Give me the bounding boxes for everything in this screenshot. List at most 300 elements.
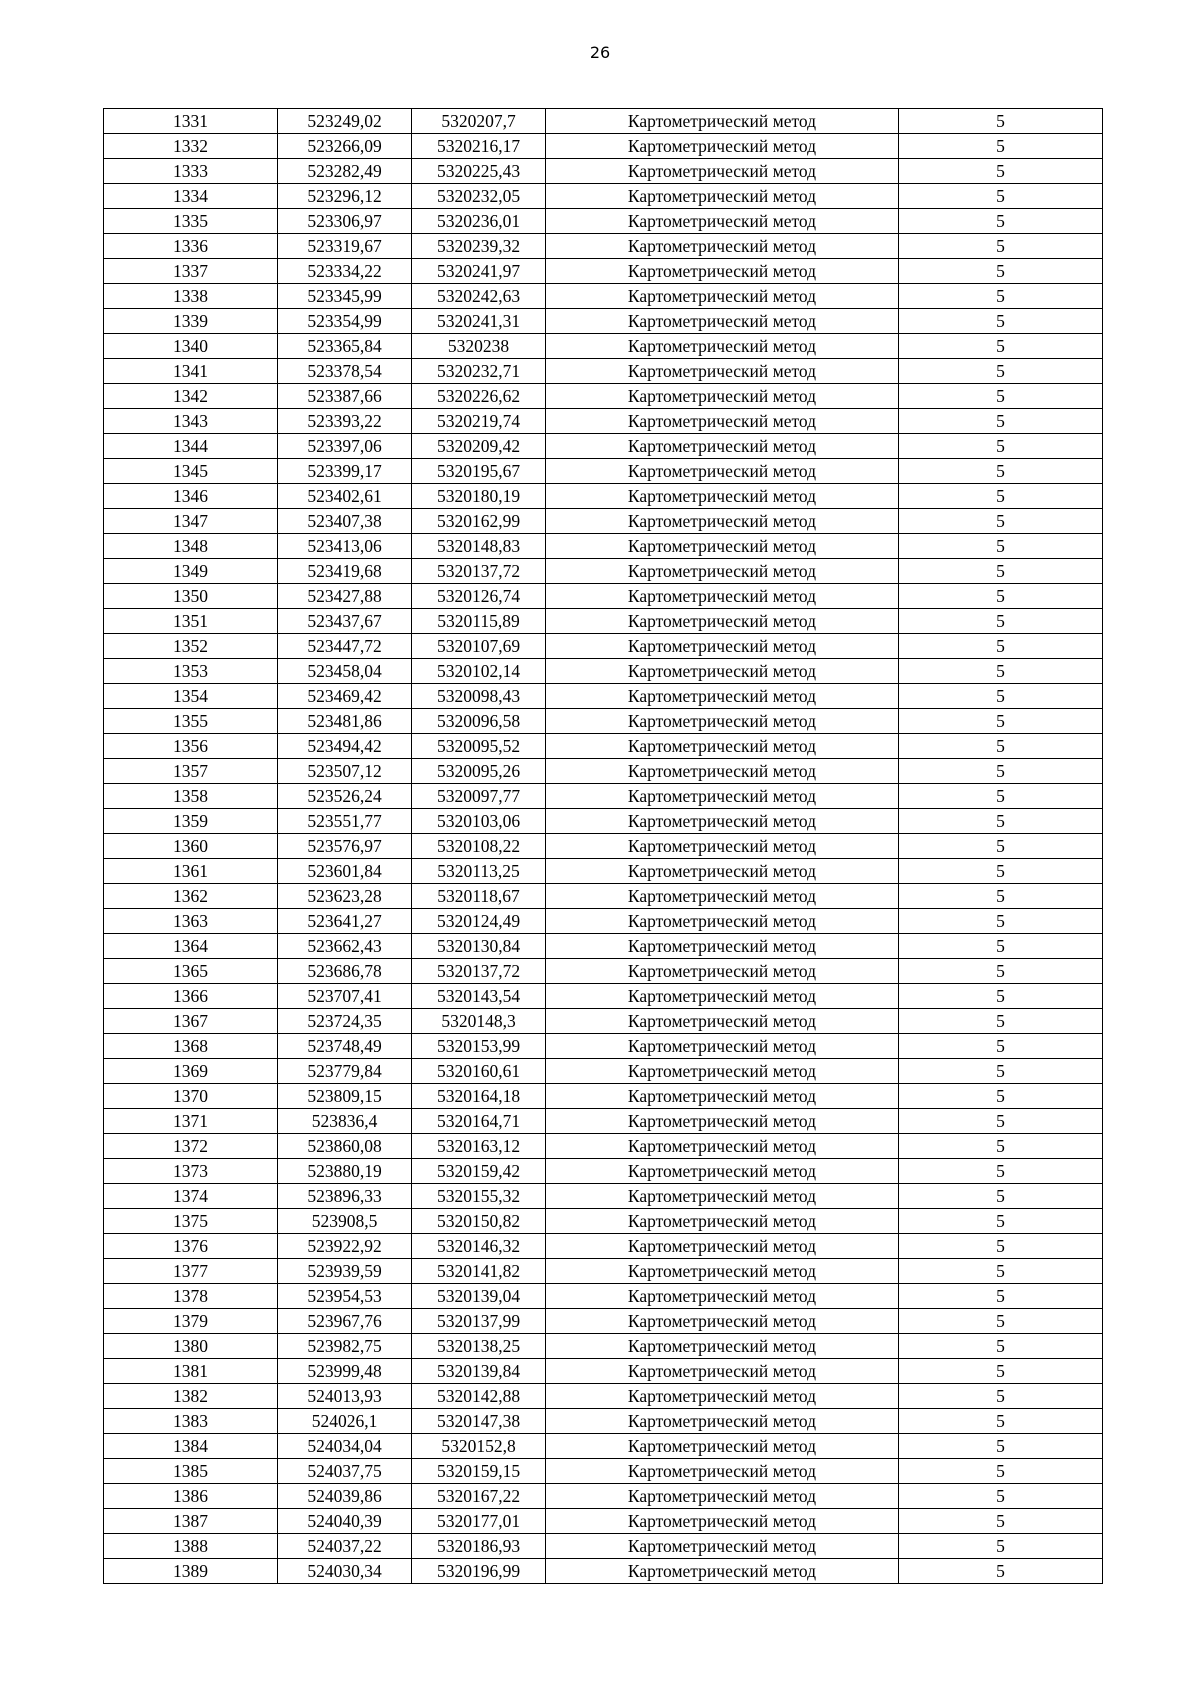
- y-coordinate-cell: 5320139,84: [412, 1359, 546, 1384]
- table-row: [104, 159, 1103, 184]
- method-cell: Картометрический метод: [546, 284, 899, 309]
- table-row: [104, 659, 1103, 684]
- point-number-cell: 1340: [104, 334, 278, 359]
- x-coordinate-cell: 523354,99: [278, 309, 412, 334]
- x-coordinate-cell: 523601,84: [278, 859, 412, 884]
- x-coordinate-cell: 523481,86: [278, 709, 412, 734]
- point-number-cell: 1378: [104, 1284, 278, 1309]
- table-row: [104, 1009, 1103, 1034]
- y-coordinate-cell: 5320153,99: [412, 1034, 546, 1059]
- method-cell: Картометрический метод: [546, 684, 899, 709]
- method-cell: Картометрический метод: [546, 334, 899, 359]
- table-row: [104, 884, 1103, 909]
- accuracy-cell: 5: [899, 709, 1103, 734]
- point-number-cell: 1379: [104, 1309, 278, 1334]
- accuracy-cell: 5: [899, 1334, 1103, 1359]
- method-cell: Картометрический метод: [546, 1409, 899, 1434]
- x-coordinate-cell: 523551,77: [278, 809, 412, 834]
- method-cell: Картометрический метод: [546, 509, 899, 534]
- accuracy-cell: 5: [899, 659, 1103, 684]
- accuracy-cell: 5: [899, 459, 1103, 484]
- accuracy-cell: 5: [899, 859, 1103, 884]
- table-row: [104, 859, 1103, 884]
- point-number-cell: 1358: [104, 784, 278, 809]
- method-cell: Картометрический метод: [546, 1209, 899, 1234]
- accuracy-cell: 5: [899, 984, 1103, 1009]
- y-coordinate-cell: 5320141,82: [412, 1259, 546, 1284]
- accuracy-cell: 5: [899, 784, 1103, 809]
- x-coordinate-cell: 524037,75: [278, 1459, 412, 1484]
- accuracy-cell: 5: [899, 534, 1103, 559]
- y-coordinate-cell: 5320118,67: [412, 884, 546, 909]
- accuracy-cell: 5: [899, 209, 1103, 234]
- y-coordinate-cell: 5320195,67: [412, 459, 546, 484]
- x-coordinate-cell: 524026,1: [278, 1409, 412, 1434]
- x-coordinate-cell: 523939,59: [278, 1259, 412, 1284]
- method-cell: Картометрический метод: [546, 434, 899, 459]
- method-cell: Картометрический метод: [546, 1309, 899, 1334]
- method-cell: Картометрический метод: [546, 1484, 899, 1509]
- accuracy-cell: 5: [899, 934, 1103, 959]
- y-coordinate-cell: 5320137,72: [412, 559, 546, 584]
- x-coordinate-cell: 523922,92: [278, 1234, 412, 1259]
- accuracy-cell: 5: [899, 884, 1103, 909]
- table-row: [104, 1434, 1103, 1459]
- x-coordinate-cell: 523296,12: [278, 184, 412, 209]
- point-number-cell: 1375: [104, 1209, 278, 1234]
- point-number-cell: 1335: [104, 209, 278, 234]
- table-row: [104, 1409, 1103, 1434]
- method-cell: Картометрический метод: [546, 784, 899, 809]
- x-coordinate-cell: 523860,08: [278, 1134, 412, 1159]
- y-coordinate-cell: 5320148,3: [412, 1009, 546, 1034]
- table-row: [104, 959, 1103, 984]
- y-coordinate-cell: 5320143,54: [412, 984, 546, 1009]
- x-coordinate-cell: 523402,61: [278, 484, 412, 509]
- accuracy-cell: 5: [899, 1284, 1103, 1309]
- x-coordinate-cell: 523419,68: [278, 559, 412, 584]
- y-coordinate-cell: 5320155,32: [412, 1184, 546, 1209]
- point-number-cell: 1338: [104, 284, 278, 309]
- y-coordinate-cell: 5320196,99: [412, 1559, 546, 1584]
- coordinates-table: [103, 108, 1103, 1584]
- y-coordinate-cell: 5320147,38: [412, 1409, 546, 1434]
- y-coordinate-cell: 5320130,84: [412, 934, 546, 959]
- point-number-cell: 1363: [104, 909, 278, 934]
- point-number-cell: 1359: [104, 809, 278, 834]
- x-coordinate-cell: 523724,35: [278, 1009, 412, 1034]
- table-row: [104, 1134, 1103, 1159]
- x-coordinate-cell: 524040,39: [278, 1509, 412, 1534]
- table-row: [104, 909, 1103, 934]
- accuracy-cell: 5: [899, 384, 1103, 409]
- table-row: [104, 1034, 1103, 1059]
- method-cell: Картометрический метод: [546, 534, 899, 559]
- y-coordinate-cell: 5320186,93: [412, 1534, 546, 1559]
- table-row: [104, 1359, 1103, 1384]
- point-number-cell: 1366: [104, 984, 278, 1009]
- y-coordinate-cell: 5320146,32: [412, 1234, 546, 1259]
- method-cell: Картометрический метод: [546, 1259, 899, 1284]
- accuracy-cell: 5: [899, 1534, 1103, 1559]
- point-number-cell: 1343: [104, 409, 278, 434]
- accuracy-cell: 5: [899, 1459, 1103, 1484]
- y-coordinate-cell: 5320096,58: [412, 709, 546, 734]
- point-number-cell: 1386: [104, 1484, 278, 1509]
- point-number-cell: 1351: [104, 609, 278, 634]
- table-row: [104, 784, 1103, 809]
- y-coordinate-cell: 5320164,18: [412, 1084, 546, 1109]
- y-coordinate-cell: 5320137,72: [412, 959, 546, 984]
- y-coordinate-cell: 5320137,99: [412, 1309, 546, 1334]
- point-number-cell: 1387: [104, 1509, 278, 1534]
- table-row: [104, 584, 1103, 609]
- method-cell: Картометрический метод: [546, 959, 899, 984]
- table-row: [104, 134, 1103, 159]
- point-number-cell: 1383: [104, 1409, 278, 1434]
- y-coordinate-cell: 5320160,61: [412, 1059, 546, 1084]
- x-coordinate-cell: 523397,06: [278, 434, 412, 459]
- point-number-cell: 1370: [104, 1084, 278, 1109]
- table-row: [104, 684, 1103, 709]
- method-cell: Картометрический метод: [546, 1134, 899, 1159]
- point-number-cell: 1362: [104, 884, 278, 909]
- point-number-cell: 1388: [104, 1534, 278, 1559]
- method-cell: Картометрический метод: [546, 1184, 899, 1209]
- method-cell: Картометрический метод: [546, 884, 899, 909]
- y-coordinate-cell: 5320226,62: [412, 384, 546, 409]
- table-row: [104, 259, 1103, 284]
- method-cell: Картометрический метод: [546, 1434, 899, 1459]
- table-row: [104, 984, 1103, 1009]
- y-coordinate-cell: 5320239,32: [412, 234, 546, 259]
- accuracy-cell: 5: [899, 159, 1103, 184]
- y-coordinate-cell: 5320238: [412, 334, 546, 359]
- table-row: [104, 1234, 1103, 1259]
- x-coordinate-cell: 523954,53: [278, 1284, 412, 1309]
- y-coordinate-cell: 5320126,74: [412, 584, 546, 609]
- accuracy-cell: 5: [899, 584, 1103, 609]
- table-row: [104, 109, 1103, 134]
- accuracy-cell: 5: [899, 734, 1103, 759]
- x-coordinate-cell: 523393,22: [278, 409, 412, 434]
- method-cell: Картометрический метод: [546, 259, 899, 284]
- point-number-cell: 1348: [104, 534, 278, 559]
- point-number-cell: 1333: [104, 159, 278, 184]
- table-row: [104, 1509, 1103, 1534]
- x-coordinate-cell: 523266,09: [278, 134, 412, 159]
- y-coordinate-cell: 5320225,43: [412, 159, 546, 184]
- point-number-cell: 1377: [104, 1259, 278, 1284]
- table-row: [104, 1184, 1103, 1209]
- x-coordinate-cell: 523378,54: [278, 359, 412, 384]
- point-number-cell: 1382: [104, 1384, 278, 1409]
- table-row: [104, 234, 1103, 259]
- x-coordinate-cell: 523365,84: [278, 334, 412, 359]
- y-coordinate-cell: 5320148,83: [412, 534, 546, 559]
- accuracy-cell: 5: [899, 1234, 1103, 1259]
- table-row: [104, 1484, 1103, 1509]
- point-number-cell: 1389: [104, 1559, 278, 1584]
- point-number-cell: 1380: [104, 1334, 278, 1359]
- point-number-cell: 1355: [104, 709, 278, 734]
- x-coordinate-cell: 523641,27: [278, 909, 412, 934]
- method-cell: Картометрический метод: [546, 1084, 899, 1109]
- accuracy-cell: 5: [899, 1134, 1103, 1159]
- y-coordinate-cell: 5320098,43: [412, 684, 546, 709]
- point-number-cell: 1364: [104, 934, 278, 959]
- table-row: [104, 284, 1103, 309]
- method-cell: Картометрический метод: [546, 384, 899, 409]
- table-row: [104, 934, 1103, 959]
- method-cell: Картометрический метод: [546, 1159, 899, 1184]
- accuracy-cell: 5: [899, 259, 1103, 284]
- method-cell: Картометрический метод: [546, 359, 899, 384]
- table-row: [104, 1284, 1103, 1309]
- point-number-cell: 1374: [104, 1184, 278, 1209]
- x-coordinate-cell: 523967,76: [278, 1309, 412, 1334]
- page-number: 26: [589, 43, 611, 62]
- table-row: [104, 1384, 1103, 1409]
- method-cell: Картометрический метод: [546, 559, 899, 584]
- accuracy-cell: 5: [899, 1009, 1103, 1034]
- accuracy-cell: 5: [899, 834, 1103, 859]
- accuracy-cell: 5: [899, 334, 1103, 359]
- x-coordinate-cell: 523306,97: [278, 209, 412, 234]
- accuracy-cell: 5: [899, 1084, 1103, 1109]
- method-cell: Картометрический метод: [546, 759, 899, 784]
- table-row: [104, 184, 1103, 209]
- y-coordinate-cell: 5320113,25: [412, 859, 546, 884]
- method-cell: Картометрический метод: [546, 309, 899, 334]
- y-coordinate-cell: 5320236,01: [412, 209, 546, 234]
- method-cell: Картометрический метод: [546, 659, 899, 684]
- y-coordinate-cell: 5320152,8: [412, 1434, 546, 1459]
- y-coordinate-cell: 5320150,82: [412, 1209, 546, 1234]
- x-coordinate-cell: 523447,72: [278, 634, 412, 659]
- method-cell: Картометрический метод: [546, 909, 899, 934]
- y-coordinate-cell: 5320241,97: [412, 259, 546, 284]
- table-row: [104, 409, 1103, 434]
- y-coordinate-cell: 5320180,19: [412, 484, 546, 509]
- table-row: [104, 559, 1103, 584]
- x-coordinate-cell: 524037,22: [278, 1534, 412, 1559]
- table-row: [104, 1309, 1103, 1334]
- method-cell: Картометрический метод: [546, 1034, 899, 1059]
- x-coordinate-cell: 523407,38: [278, 509, 412, 534]
- point-number-cell: 1344: [104, 434, 278, 459]
- x-coordinate-cell: 523458,04: [278, 659, 412, 684]
- method-cell: Картометрический метод: [546, 1384, 899, 1409]
- method-cell: Картометрический метод: [546, 1109, 899, 1134]
- accuracy-cell: 5: [899, 684, 1103, 709]
- y-coordinate-cell: 5320219,74: [412, 409, 546, 434]
- x-coordinate-cell: 524039,86: [278, 1484, 412, 1509]
- accuracy-cell: 5: [899, 109, 1103, 134]
- accuracy-cell: 5: [899, 1434, 1103, 1459]
- x-coordinate-cell: 523576,97: [278, 834, 412, 859]
- method-cell: Картометрический метод: [546, 709, 899, 734]
- method-cell: Картометрический метод: [546, 859, 899, 884]
- table-row: [104, 509, 1103, 534]
- table-row: [104, 209, 1103, 234]
- point-number-cell: 1381: [104, 1359, 278, 1384]
- table-row: [104, 759, 1103, 784]
- accuracy-cell: 5: [899, 634, 1103, 659]
- x-coordinate-cell: 523779,84: [278, 1059, 412, 1084]
- x-coordinate-cell: 523707,41: [278, 984, 412, 1009]
- accuracy-cell: 5: [899, 1184, 1103, 1209]
- y-coordinate-cell: 5320232,05: [412, 184, 546, 209]
- method-cell: Картометрический метод: [546, 584, 899, 609]
- y-coordinate-cell: 5320242,63: [412, 284, 546, 309]
- method-cell: Картометрический метод: [546, 459, 899, 484]
- method-cell: Картометрический метод: [546, 484, 899, 509]
- method-cell: Картометрический метод: [546, 109, 899, 134]
- point-number-cell: 1360: [104, 834, 278, 859]
- x-coordinate-cell: 523494,42: [278, 734, 412, 759]
- y-coordinate-cell: 5320095,52: [412, 734, 546, 759]
- accuracy-cell: 5: [899, 184, 1103, 209]
- accuracy-cell: 5: [899, 609, 1103, 634]
- y-coordinate-cell: 5320241,31: [412, 309, 546, 334]
- accuracy-cell: 5: [899, 1309, 1103, 1334]
- accuracy-cell: 5: [899, 1109, 1103, 1134]
- table-row: [104, 484, 1103, 509]
- x-coordinate-cell: 523469,42: [278, 684, 412, 709]
- y-coordinate-cell: 5320232,71: [412, 359, 546, 384]
- method-cell: Картометрический метод: [546, 1334, 899, 1359]
- table-row: [104, 1209, 1103, 1234]
- method-cell: Картометрический метод: [546, 209, 899, 234]
- table-row: [104, 1559, 1103, 1584]
- y-coordinate-cell: 5320164,71: [412, 1109, 546, 1134]
- method-cell: Картометрический метод: [546, 1059, 899, 1084]
- accuracy-cell: 5: [899, 1359, 1103, 1384]
- method-cell: Картометрический метод: [546, 134, 899, 159]
- accuracy-cell: 5: [899, 1209, 1103, 1234]
- x-coordinate-cell: 523686,78: [278, 959, 412, 984]
- accuracy-cell: 5: [899, 1384, 1103, 1409]
- point-number-cell: 1367: [104, 1009, 278, 1034]
- point-number-cell: 1365: [104, 959, 278, 984]
- table-row: [104, 1259, 1103, 1284]
- point-number-cell: 1373: [104, 1159, 278, 1184]
- x-coordinate-cell: 523387,66: [278, 384, 412, 409]
- point-number-cell: 1331: [104, 109, 278, 134]
- y-coordinate-cell: 5320207,7: [412, 109, 546, 134]
- point-number-cell: 1352: [104, 634, 278, 659]
- method-cell: Картометрический метод: [546, 234, 899, 259]
- y-coordinate-cell: 5320103,06: [412, 809, 546, 834]
- x-coordinate-cell: 523427,88: [278, 584, 412, 609]
- y-coordinate-cell: 5320162,99: [412, 509, 546, 534]
- y-coordinate-cell: 5320102,14: [412, 659, 546, 684]
- y-coordinate-cell: 5320124,49: [412, 909, 546, 934]
- table-row: [104, 634, 1103, 659]
- x-coordinate-cell: 523748,49: [278, 1034, 412, 1059]
- point-number-cell: 1337: [104, 259, 278, 284]
- y-coordinate-cell: 5320107,69: [412, 634, 546, 659]
- y-coordinate-cell: 5320138,25: [412, 1334, 546, 1359]
- table-row: [104, 1334, 1103, 1359]
- method-cell: Картометрический метод: [546, 734, 899, 759]
- point-number-cell: 1347: [104, 509, 278, 534]
- y-coordinate-cell: 5320115,89: [412, 609, 546, 634]
- method-cell: Картометрический метод: [546, 1234, 899, 1259]
- accuracy-cell: 5: [899, 309, 1103, 334]
- y-coordinate-cell: 5320095,26: [412, 759, 546, 784]
- method-cell: Картометрический метод: [546, 409, 899, 434]
- method-cell: Картометрический метод: [546, 1509, 899, 1534]
- y-coordinate-cell: 5320167,22: [412, 1484, 546, 1509]
- method-cell: Картометрический метод: [546, 1284, 899, 1309]
- y-coordinate-cell: 5320177,01: [412, 1509, 546, 1534]
- accuracy-cell: 5: [899, 1034, 1103, 1059]
- method-cell: Картометрический метод: [546, 809, 899, 834]
- x-coordinate-cell: 523319,67: [278, 234, 412, 259]
- y-coordinate-cell: 5320097,77: [412, 784, 546, 809]
- point-number-cell: 1369: [104, 1059, 278, 1084]
- point-number-cell: 1353: [104, 659, 278, 684]
- table-row: [104, 1059, 1103, 1084]
- x-coordinate-cell: 524030,34: [278, 1559, 412, 1584]
- x-coordinate-cell: 523880,19: [278, 1159, 412, 1184]
- accuracy-cell: 5: [899, 134, 1103, 159]
- table-row: [104, 734, 1103, 759]
- table-row: [104, 309, 1103, 334]
- accuracy-cell: 5: [899, 284, 1103, 309]
- table-row: [104, 434, 1103, 459]
- table-row: [104, 809, 1103, 834]
- point-number-cell: 1345: [104, 459, 278, 484]
- method-cell: Картометрический метод: [546, 1359, 899, 1384]
- x-coordinate-cell: 523809,15: [278, 1084, 412, 1109]
- method-cell: Картометрический метод: [546, 159, 899, 184]
- accuracy-cell: 5: [899, 959, 1103, 984]
- accuracy-cell: 5: [899, 509, 1103, 534]
- point-number-cell: 1376: [104, 1234, 278, 1259]
- accuracy-cell: 5: [899, 1159, 1103, 1184]
- coordinates-table-body: [104, 109, 1103, 1584]
- method-cell: Картометрический метод: [546, 609, 899, 634]
- method-cell: Картометрический метод: [546, 934, 899, 959]
- table-row: [104, 1534, 1103, 1559]
- point-number-cell: 1346: [104, 484, 278, 509]
- method-cell: Картометрический метод: [546, 834, 899, 859]
- table-row: [104, 1459, 1103, 1484]
- table-row: [104, 609, 1103, 634]
- point-number-cell: 1342: [104, 384, 278, 409]
- accuracy-cell: 5: [899, 434, 1103, 459]
- x-coordinate-cell: 523249,02: [278, 109, 412, 134]
- point-number-cell: 1349: [104, 559, 278, 584]
- point-number-cell: 1336: [104, 234, 278, 259]
- y-coordinate-cell: 5320159,42: [412, 1159, 546, 1184]
- method-cell: Картометрический метод: [546, 1459, 899, 1484]
- point-number-cell: 1339: [104, 309, 278, 334]
- x-coordinate-cell: 523282,49: [278, 159, 412, 184]
- table-row: [104, 534, 1103, 559]
- method-cell: Картометрический метод: [546, 984, 899, 1009]
- x-coordinate-cell: 523345,99: [278, 284, 412, 309]
- table-row: [104, 1084, 1103, 1109]
- method-cell: Картометрический метод: [546, 184, 899, 209]
- point-number-cell: 1384: [104, 1434, 278, 1459]
- point-number-cell: 1334: [104, 184, 278, 209]
- x-coordinate-cell: 523623,28: [278, 884, 412, 909]
- table-row: [104, 459, 1103, 484]
